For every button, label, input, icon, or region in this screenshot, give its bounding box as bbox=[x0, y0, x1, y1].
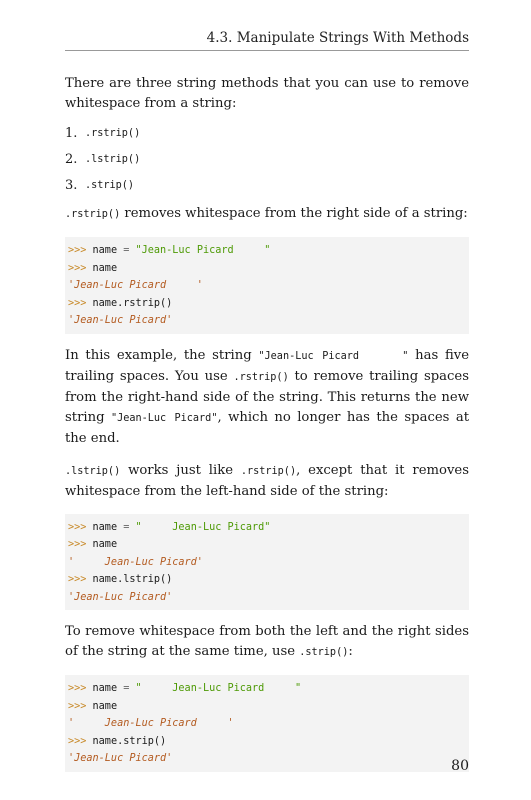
list-number: 2. bbox=[65, 152, 78, 167]
code-line: >>> name.rstrip() bbox=[68, 297, 173, 309]
code-line: 'Jean-Luc Picard' bbox=[68, 591, 173, 603]
inline-code: .rstrip() bbox=[65, 209, 121, 220]
list-item bbox=[65, 152, 469, 168]
list-number: 1. bbox=[65, 126, 78, 141]
code-line: >>> name bbox=[68, 539, 118, 550]
code-block-lstrip bbox=[65, 514, 469, 611]
rstrip-paragraph bbox=[65, 204, 469, 225]
intro-paragraph: There are three string methods that you can use to remove whitespace from a string: bbox=[65, 76, 469, 111]
inline-code: .strip() bbox=[299, 647, 349, 658]
code-line: 'Jean-Luc Picard' bbox=[68, 315, 173, 326]
paragraph-text: removes whitespace from the right side of a string: bbox=[120, 206, 468, 221]
code-line: 'Jean-Luc Picard' bbox=[68, 753, 173, 764]
code-block-rstrip bbox=[65, 237, 469, 334]
strip-paragraph: To remove whitespace from both the left and the right sides of the string at the same time, use .strip(): bbox=[65, 624, 469, 659]
page-number: 80 bbox=[451, 758, 469, 774]
inline-code: .rstrip() bbox=[233, 371, 289, 383]
code-line: >>> name.strip() bbox=[68, 735, 167, 747]
code-line: >>> name = " Jean-Luc Picard " bbox=[68, 683, 302, 694]
inline-code: .lstrip() bbox=[65, 465, 121, 477]
code-line: 'Jean-Luc Picard ' bbox=[68, 280, 203, 291]
list-item bbox=[65, 126, 469, 142]
code-line: >>> name.lstrip() bbox=[68, 574, 173, 585]
method-name: .strip() bbox=[85, 180, 135, 191]
inline-code: "Jean-Luc Picard " bbox=[258, 350, 409, 362]
method-name: .rstrip() bbox=[85, 128, 141, 139]
methods-list bbox=[65, 126, 469, 194]
inline-code: "Jean-Luc Picard" bbox=[110, 412, 218, 424]
page-content bbox=[65, 30, 469, 772]
list-item bbox=[65, 178, 469, 194]
method-name: .lstrip() bbox=[85, 154, 141, 165]
lstrip-paragraph: .lstrip() works just like .rstrip(), except that it removes whitespace from the left-hand side of the string: bbox=[65, 462, 469, 499]
list-number: 3. bbox=[65, 178, 78, 193]
code-line: >>> name = " Jean-Luc Picard" bbox=[68, 521, 271, 533]
code-line: >>> name bbox=[68, 700, 118, 712]
running-header: 4.3. Manipulate Strings With Methods bbox=[65, 30, 469, 51]
code-block-strip bbox=[65, 675, 469, 772]
code-line: ' Jean-Luc Picard' bbox=[68, 556, 203, 568]
code-line: >>> name = "Jean-Luc Picard " bbox=[68, 245, 271, 256]
example-paragraph: In this example, the string "Jean-Luc Picard " has five trailing spaces. You use .rstrip() to remove trailing spaces from the right-hand side of the string. This returns the new string "Jean-Luc Picard", which no longer has the spaces at the end. bbox=[65, 347, 470, 446]
code-line: ' Jean-Luc Picard ' bbox=[68, 718, 234, 729]
inline-code: .rstrip() bbox=[240, 465, 297, 477]
code-line: >>> name bbox=[68, 262, 118, 274]
